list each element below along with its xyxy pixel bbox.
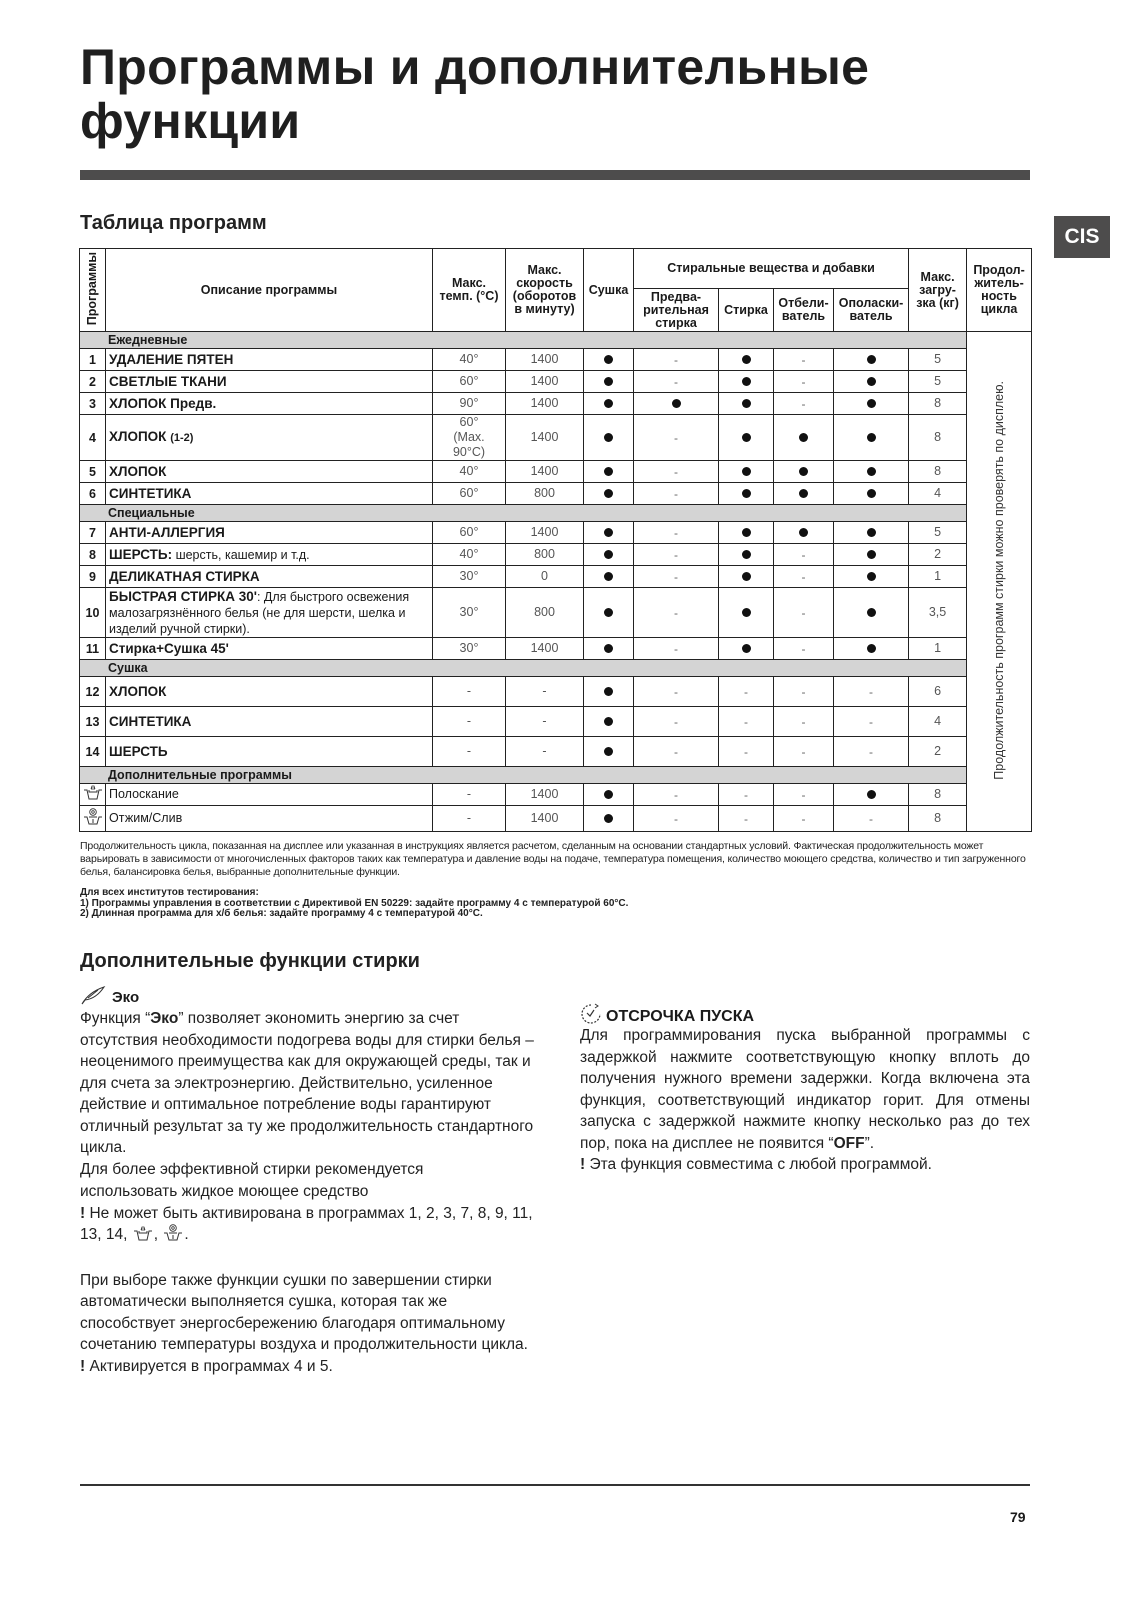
table-row [80, 677, 1032, 707]
max-speed: 1400 [506, 349, 584, 371]
program-name: Полоскание [106, 784, 433, 806]
max-load: 2 [909, 737, 967, 767]
max-temp: 30° [433, 638, 506, 660]
bleach-indicator: - [774, 371, 834, 393]
max-speed: - [506, 707, 584, 737]
prewash-indicator: - [634, 544, 719, 566]
bullet-icon [867, 528, 876, 537]
program-number: 10 [80, 588, 106, 638]
max-load: 2 [909, 544, 967, 566]
eco-description [80, 1008, 540, 1377]
header-description: Описание программы [106, 249, 433, 332]
duration-footnote: Продолжительность цикла, показанная на дисплее или указанная в инструкциях является расчетом, сделанным на основании стандартных условий. Фактическая продолжительность может варьировать в зависимости от многочисленных факторов таких как температура и давление воды на подаче, температура помещения, количество моющего средства, количество и тип загруженного белья, балансировка белья, выбранные дополнительные функции. [80, 840, 1026, 878]
dry-indicator [584, 806, 634, 832]
table-row [80, 638, 1032, 660]
bullet-icon [799, 467, 808, 476]
eco-heading [80, 985, 139, 1009]
program-table-heading: Таблица программ [80, 212, 267, 234]
wash-indicator [719, 566, 774, 588]
max-speed: 1400 [506, 393, 584, 415]
program-number: 11 [80, 638, 106, 660]
softener-indicator [834, 371, 909, 393]
wash-indicator [719, 544, 774, 566]
max-speed: 1400 [506, 806, 584, 832]
category-label: Дополнительные программы [80, 767, 967, 784]
table-row [80, 707, 1032, 737]
eco-leaf-icon [80, 985, 106, 1009]
bullet-icon [604, 790, 613, 799]
bullet-icon [604, 355, 613, 364]
bullet-icon [742, 550, 751, 559]
bullet-icon [867, 489, 876, 498]
table-row [80, 544, 1032, 566]
wash-indicator [719, 349, 774, 371]
bullet-icon [672, 399, 681, 408]
header-max-temp: Макс. темп. (°C) [433, 249, 506, 332]
header-programs: Программы [80, 249, 106, 332]
table-row [80, 588, 1032, 638]
bullet-icon [604, 467, 613, 476]
program-name: СВЕТЛЫЕ ТКАНИ [106, 371, 433, 393]
bleach-indicator: - [774, 393, 834, 415]
program-number: 2 [80, 371, 106, 393]
program-number: 5 [80, 461, 106, 483]
max-temp: 60° [433, 522, 506, 544]
dry-indicator [584, 393, 634, 415]
prewash-indicator: - [634, 677, 719, 707]
softener-indicator [834, 415, 909, 461]
program-number: 3 [80, 393, 106, 415]
softener-indicator: - [834, 806, 909, 832]
bullet-icon [867, 399, 876, 408]
softener-indicator [834, 784, 909, 806]
table-row [80, 806, 1032, 832]
eco-paragraph-2: Для более эффективной стирки рекомендуется [80, 1160, 424, 1178]
prewash-indicator [634, 393, 719, 415]
program-number: 12 [80, 677, 106, 707]
bullet-icon [742, 355, 751, 364]
bullet-icon [799, 489, 808, 498]
prewash-indicator: - [634, 707, 719, 737]
program-name: ХЛОПОК (1-2) [106, 415, 433, 461]
softener-indicator [834, 461, 909, 483]
header-prewash: Предва-рительная стирка [634, 289, 719, 332]
bullet-icon [742, 467, 751, 476]
bullet-icon [867, 572, 876, 581]
prewash-indicator: - [634, 806, 719, 832]
max-temp: - [433, 707, 506, 737]
table-row [80, 737, 1032, 767]
bullet-icon [867, 433, 876, 442]
spin-drain-icon [162, 1224, 184, 1249]
duration-note: Продолжительность программ стирки можно проверять по дисплею. [992, 380, 1007, 780]
delay-warning: ! Эта функция совместима с любой программой. [580, 1156, 932, 1173]
max-load: 8 [909, 393, 967, 415]
bleach-indicator: - [774, 638, 834, 660]
wash-indicator [719, 415, 774, 461]
bullet-icon [799, 433, 808, 442]
bleach-indicator: - [774, 566, 834, 588]
prewash-indicator: - [634, 415, 719, 461]
max-temp: 40° [433, 349, 506, 371]
softener-indicator: - [834, 737, 909, 767]
max-load: 4 [909, 483, 967, 505]
bullet-icon [604, 747, 613, 756]
header-wash: Стирка [719, 289, 774, 332]
bullet-icon [742, 399, 751, 408]
max-load: 8 [909, 415, 967, 461]
max-speed: 1400 [506, 638, 584, 660]
program-number: 8 [80, 544, 106, 566]
dry-indicator [584, 784, 634, 806]
wash-indicator: - [719, 707, 774, 737]
header-max-speed: Макс. скорость (оборотов в минуту) [506, 249, 584, 332]
max-load: 5 [909, 349, 967, 371]
dry-indicator [584, 707, 634, 737]
wash-indicator: - [719, 784, 774, 806]
max-speed: 1400 [506, 371, 584, 393]
wash-indicator [719, 483, 774, 505]
program-name: Стирка+Сушка 45' [106, 638, 433, 660]
header-softener: Ополаски-ватель [834, 289, 909, 332]
bullet-icon [742, 377, 751, 386]
prewash-indicator: - [634, 566, 719, 588]
max-speed: 1400 [506, 784, 584, 806]
dry-indicator [584, 522, 634, 544]
max-load: 6 [909, 677, 967, 707]
program-name: ХЛОПОК Предв. [106, 393, 433, 415]
program-name: СИНТЕТИКА [106, 707, 433, 737]
category-label: Ежедневные [80, 332, 967, 349]
max-temp: - [433, 737, 506, 767]
bleach-indicator: - [774, 544, 834, 566]
category-label: Специальные [80, 505, 967, 522]
spin-drain-icon [80, 806, 106, 832]
program-name: Отжим/Слив [106, 806, 433, 832]
bleach-indicator: - [774, 349, 834, 371]
max-temp: 60° (Max. 90°C) [433, 415, 506, 461]
bullet-icon [867, 790, 876, 799]
table-row [80, 371, 1032, 393]
testing-title: Для всех институтов тестирования: [80, 887, 259, 898]
program-name: ДЕЛИКАТНАЯ СТИРКА [106, 566, 433, 588]
wash-indicator [719, 638, 774, 660]
max-temp: 90° [433, 393, 506, 415]
max-load: 5 [909, 371, 967, 393]
max-speed: - [506, 677, 584, 707]
wash-indicator [719, 588, 774, 638]
program-name: УДАЛЕНИЕ ПЯТЕН [106, 349, 433, 371]
bleach-indicator [774, 522, 834, 544]
wash-indicator [719, 393, 774, 415]
softener-indicator [834, 544, 909, 566]
softener-indicator: - [834, 707, 909, 737]
max-load: 8 [909, 461, 967, 483]
max-temp: 30° [433, 588, 506, 638]
bullet-icon [742, 608, 751, 617]
max-speed: - [506, 737, 584, 767]
max-temp: 30° [433, 566, 506, 588]
bullet-icon [604, 644, 613, 653]
language-region-badge: CIS [1054, 216, 1110, 258]
program-name: ХЛОПОК [106, 677, 433, 707]
program-number: 14 [80, 737, 106, 767]
prewash-indicator: - [634, 349, 719, 371]
duration-note-cell [967, 332, 1032, 832]
program-name: ШЕРСТЬ [106, 737, 433, 767]
category-row [80, 660, 1032, 677]
prewash-indicator: - [634, 483, 719, 505]
bullet-icon [604, 528, 613, 537]
bullet-icon [867, 608, 876, 617]
bleach-indicator: - [774, 737, 834, 767]
max-load: 3,5 [909, 588, 967, 638]
dry-indicator [584, 677, 634, 707]
category-row [80, 332, 1032, 349]
wash-indicator [719, 461, 774, 483]
eco-warning-2: ! Активируется в программах 4 и 5. [80, 1357, 333, 1375]
max-temp: - [433, 677, 506, 707]
bullet-icon [867, 467, 876, 476]
eco-paragraph-3: использовать жидкое моющее средство [80, 1183, 369, 1200]
softener-indicator [834, 588, 909, 638]
dry-indicator [584, 371, 634, 393]
bullet-icon [742, 433, 751, 442]
table-row [80, 784, 1032, 806]
category-row [80, 767, 1032, 784]
table-row [80, 483, 1032, 505]
max-temp: - [433, 806, 506, 832]
bullet-icon [604, 687, 613, 696]
bullet-icon [799, 528, 808, 537]
max-temp: 40° [433, 544, 506, 566]
prewash-indicator: - [634, 638, 719, 660]
program-number: 13 [80, 707, 106, 737]
rinse-icon [132, 1226, 154, 1249]
bleach-indicator: - [774, 784, 834, 806]
bullet-icon [604, 489, 613, 498]
program-name: АНТИ-АЛЛЕРГИЯ [106, 522, 433, 544]
testing-note-1: 1) Программы управления в соответствии с Директивой EN 50229: задайте программу 4 с температурой 60°C. [80, 897, 629, 909]
wash-indicator: - [719, 737, 774, 767]
program-name: СИНТЕТИКА [106, 483, 433, 505]
prewash-indicator: - [634, 522, 719, 544]
header-detergents: Стиральные вещества и добавки [634, 249, 909, 289]
bullet-icon [867, 355, 876, 364]
dry-indicator [584, 638, 634, 660]
softener-indicator: - [834, 677, 909, 707]
bullet-icon [867, 377, 876, 386]
program-number: 7 [80, 522, 106, 544]
program-number: 1 [80, 349, 106, 371]
bullet-icon [742, 644, 751, 653]
delay-start-label: ОТСРОЧКА ПУСКА [606, 1007, 755, 1025]
prewash-indicator: - [634, 588, 719, 638]
eco-label: Эко [112, 988, 140, 1006]
bullet-icon [742, 572, 751, 581]
table-row [80, 566, 1032, 588]
delay-paragraph: Для программирования пуска выбранной программы с задержкой нажмите соответствующую кнопку вплоть до получения нужного времени задержки. Когда включена эта функция, соответствующий индикатор горит. Для отмены запуска с задержкой нажмите кнопку несколько раз до тех пор, пока на дисплее не появится “OFF”. [580, 1027, 1030, 1152]
bullet-icon [604, 608, 613, 617]
delay-start-description [580, 1025, 1030, 1176]
bullet-icon [604, 550, 613, 559]
bullet-icon [742, 489, 751, 498]
bleach-indicator [774, 483, 834, 505]
category-row [80, 505, 1032, 522]
prewash-indicator: - [634, 784, 719, 806]
wash-indicator: - [719, 806, 774, 832]
title-divider [80, 170, 1030, 180]
bullet-icon [604, 572, 613, 581]
eco-paragraph-4: При выборе также функции сушки по завершении стирки автоматически выполняется сушка, которая так же способствует энергосбережению благодаря оптимальному сочетанию температуры воздуха и продолжительности цикла. [80, 1271, 528, 1353]
program-number: 4 [80, 415, 106, 461]
bleach-indicator [774, 415, 834, 461]
testing-footnote [80, 888, 1035, 920]
max-temp: 60° [433, 371, 506, 393]
dry-indicator [584, 461, 634, 483]
bleach-indicator [774, 461, 834, 483]
page-number: 79 [1010, 1509, 1026, 1525]
footer-divider [80, 1484, 1030, 1486]
wash-indicator: - [719, 677, 774, 707]
softener-indicator [834, 483, 909, 505]
eco-warning-1: ! Не может быть активирована в программах 1, 2, 3, 7, 8, 9, 11, 13, 14, , . [80, 1203, 540, 1249]
table-row [80, 461, 1032, 483]
max-load: 8 [909, 784, 967, 806]
max-load: 8 [909, 806, 967, 832]
rinse-icon [80, 784, 106, 806]
program-number: 9 [80, 566, 106, 588]
bleach-indicator: - [774, 707, 834, 737]
program-table [79, 248, 1032, 832]
bullet-icon [867, 550, 876, 559]
dry-indicator [584, 415, 634, 461]
header-bleach: Отбели-ватель [774, 289, 834, 332]
softener-indicator [834, 349, 909, 371]
max-temp: 60° [433, 483, 506, 505]
table-row [80, 415, 1032, 461]
program-name: БЫСТРАЯ СТИРКА 30': Для быстрого освежения малозагрязнённого белья (не для шерсти, шелка и изделий ручной стирки). [106, 588, 433, 638]
max-speed: 800 [506, 544, 584, 566]
table-row [80, 349, 1032, 371]
softener-indicator [834, 566, 909, 588]
program-name: ХЛОПОК [106, 461, 433, 483]
bullet-icon [604, 399, 613, 408]
max-temp: 40° [433, 461, 506, 483]
dry-indicator [584, 588, 634, 638]
table-row [80, 522, 1032, 544]
bullet-icon [604, 717, 613, 726]
max-speed: 0 [506, 566, 584, 588]
bullet-icon [604, 377, 613, 386]
softener-indicator [834, 393, 909, 415]
prewash-indicator: - [634, 371, 719, 393]
bullet-icon [742, 528, 751, 537]
max-load: 1 [909, 566, 967, 588]
bleach-indicator: - [774, 806, 834, 832]
dry-indicator [584, 544, 634, 566]
softener-indicator [834, 522, 909, 544]
max-speed: 1400 [506, 522, 584, 544]
bullet-icon [867, 644, 876, 653]
bullet-icon [604, 433, 613, 442]
program-number: 6 [80, 483, 106, 505]
eco-paragraph-1: Функция “Эко” позволяет экономить энергию за счет отсутствия необходимости подогрева воды для стирки белья – неоценимого преимущества как для окружающей среды, так и для счета за электроэнергию. Действительно, усиленное действие и оптимальное потребление воды гарантируют отличный результат за ту же продолжительность стандартного цикла. [80, 1010, 534, 1156]
dry-indicator [584, 737, 634, 767]
max-load: 4 [909, 707, 967, 737]
max-speed: 1400 [506, 415, 584, 461]
bullet-icon [604, 814, 613, 823]
dry-indicator [584, 566, 634, 588]
prewash-indicator: - [634, 737, 719, 767]
header-max-load: Макс. загру-зка (кг) [909, 249, 967, 332]
header-drying: Сушка [584, 249, 634, 332]
max-speed: 800 [506, 588, 584, 638]
max-speed: 1400 [506, 461, 584, 483]
wash-indicator [719, 371, 774, 393]
max-load: 5 [909, 522, 967, 544]
prewash-indicator: - [634, 461, 719, 483]
bleach-indicator: - [774, 677, 834, 707]
program-name: ШЕРСТЬ: шерсть, кашемир и т.д. [106, 544, 433, 566]
dry-indicator [584, 483, 634, 505]
max-load: 1 [909, 638, 967, 660]
dry-indicator [584, 349, 634, 371]
wash-indicator [719, 522, 774, 544]
testing-note-2: 2) Длинная программа для х/б белья: задайте программу 4 с температурой 40°C. [80, 908, 483, 919]
softener-indicator [834, 638, 909, 660]
table-row [80, 393, 1032, 415]
header-duration: Продол-житель-ность цикла [967, 249, 1032, 332]
extra-functions-heading: Дополнительные функции стирки [80, 950, 420, 972]
max-speed: 800 [506, 483, 584, 505]
page-title: Программы и дополнительные функции [80, 39, 870, 149]
max-temp: - [433, 784, 506, 806]
category-label: Сушка [80, 660, 967, 677]
bleach-indicator: - [774, 588, 834, 638]
